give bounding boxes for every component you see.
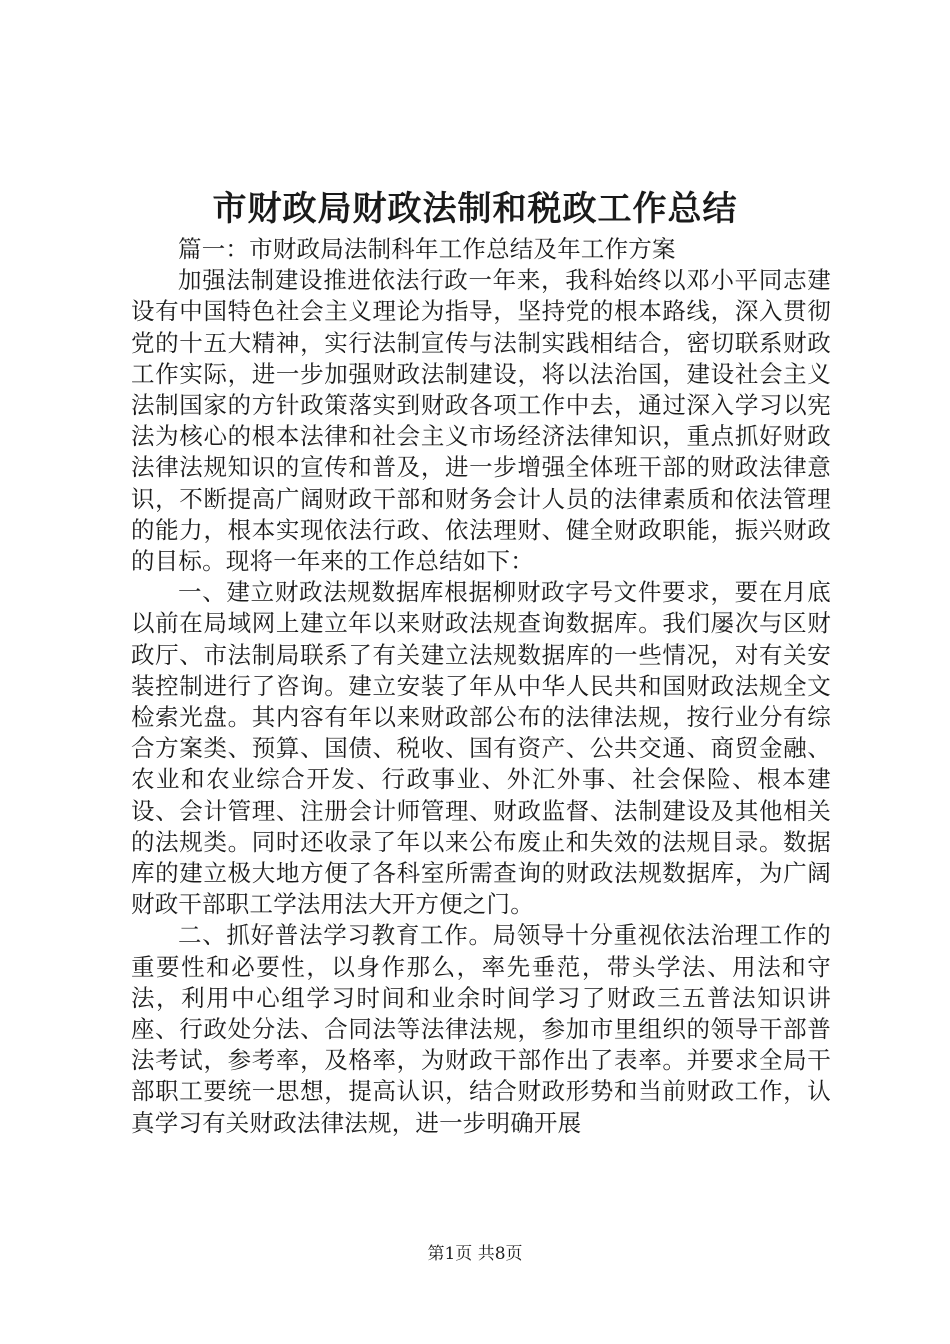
section-subtitle: 篇一：市财政局法制科年工作总结及年工作方案: [178, 235, 676, 263]
page-number: 第1页 共8页: [427, 1244, 523, 1264]
paragraph-intro: 加强法制建设推进依法行政一年来，我科始终以邓小平同志建设有中国特色社会主义理论为指导，坚持党的根本路线，深入贯彻党的十五大精神，实行法制宣传与法制实践相结合，密切联系财政工作实际，进一步加强财政法制建设，将以法治国，建设社会主义法制国家的方针政策落实到财政各项工作中去，通过深入学习以宪法为核心的根本法律和社会主义市场经济法律知识，重点抓好财政法律法规知识的宣传和普及，进一步增强全体班干部的财政法律意识，不断提高广阔财政干部和财务会计人员的法律素质和依法管理的能力，根本实现依法行政、依法理财、健全财政职能，振兴财政的目标。现将一年来的工作总结如下：: [131, 266, 831, 576]
document-body: [131, 234, 831, 1139]
paragraph-section-1: 一、建立财政法规数据库根据柳财政字号文件要求，要在月底以前在局域网上建立年以来财政法规查询数据库。我们屡次与区财政厅、市法制局联系了有关建立法规数据库的一些情况，对有关安装控制进行了咨询。建立安装了年从中华人民共和国财政法规全文检索光盘。其内容有年以来财政部公布的法律法规，按行业分有综合方案类、预算、国债、税收、国有资产、公共交通、商贸金融、农业和农业综合开发、行政事业、外汇外事、社会保险、根本建设、会计管理、注册会计师管理、财政监督、法制建设及其他相关的法规类。同时还收录了年以来公布废止和失效的法规目录。数据库的建立极大地方便了各科室所需查询的财政法规数据库，为广阔财政干部职工学法用法大开方便之门。: [131, 578, 831, 919]
document-title: 市财政局财政法制和税政工作总结: [212, 189, 738, 229]
paragraph-section-2: 二、抓好普法学习教育工作。局领导十分重视依法治理工作的重要性和必要性，以身作那么，率先垂范，带头学法、用法和守法，利用中心组学习时间和业余时间学习了财政三五普法知识讲座、行政处分法、合同法等法律法规，参加市里组织的领导干部普法考试，参考率，及格率，为财政干部作出了表率。并要求全局干部职工要统一思想，提高认识，结合财政形势和当前财政工作，认真学习有关财政法律法规，进一步明确开展: [131, 921, 831, 1137]
